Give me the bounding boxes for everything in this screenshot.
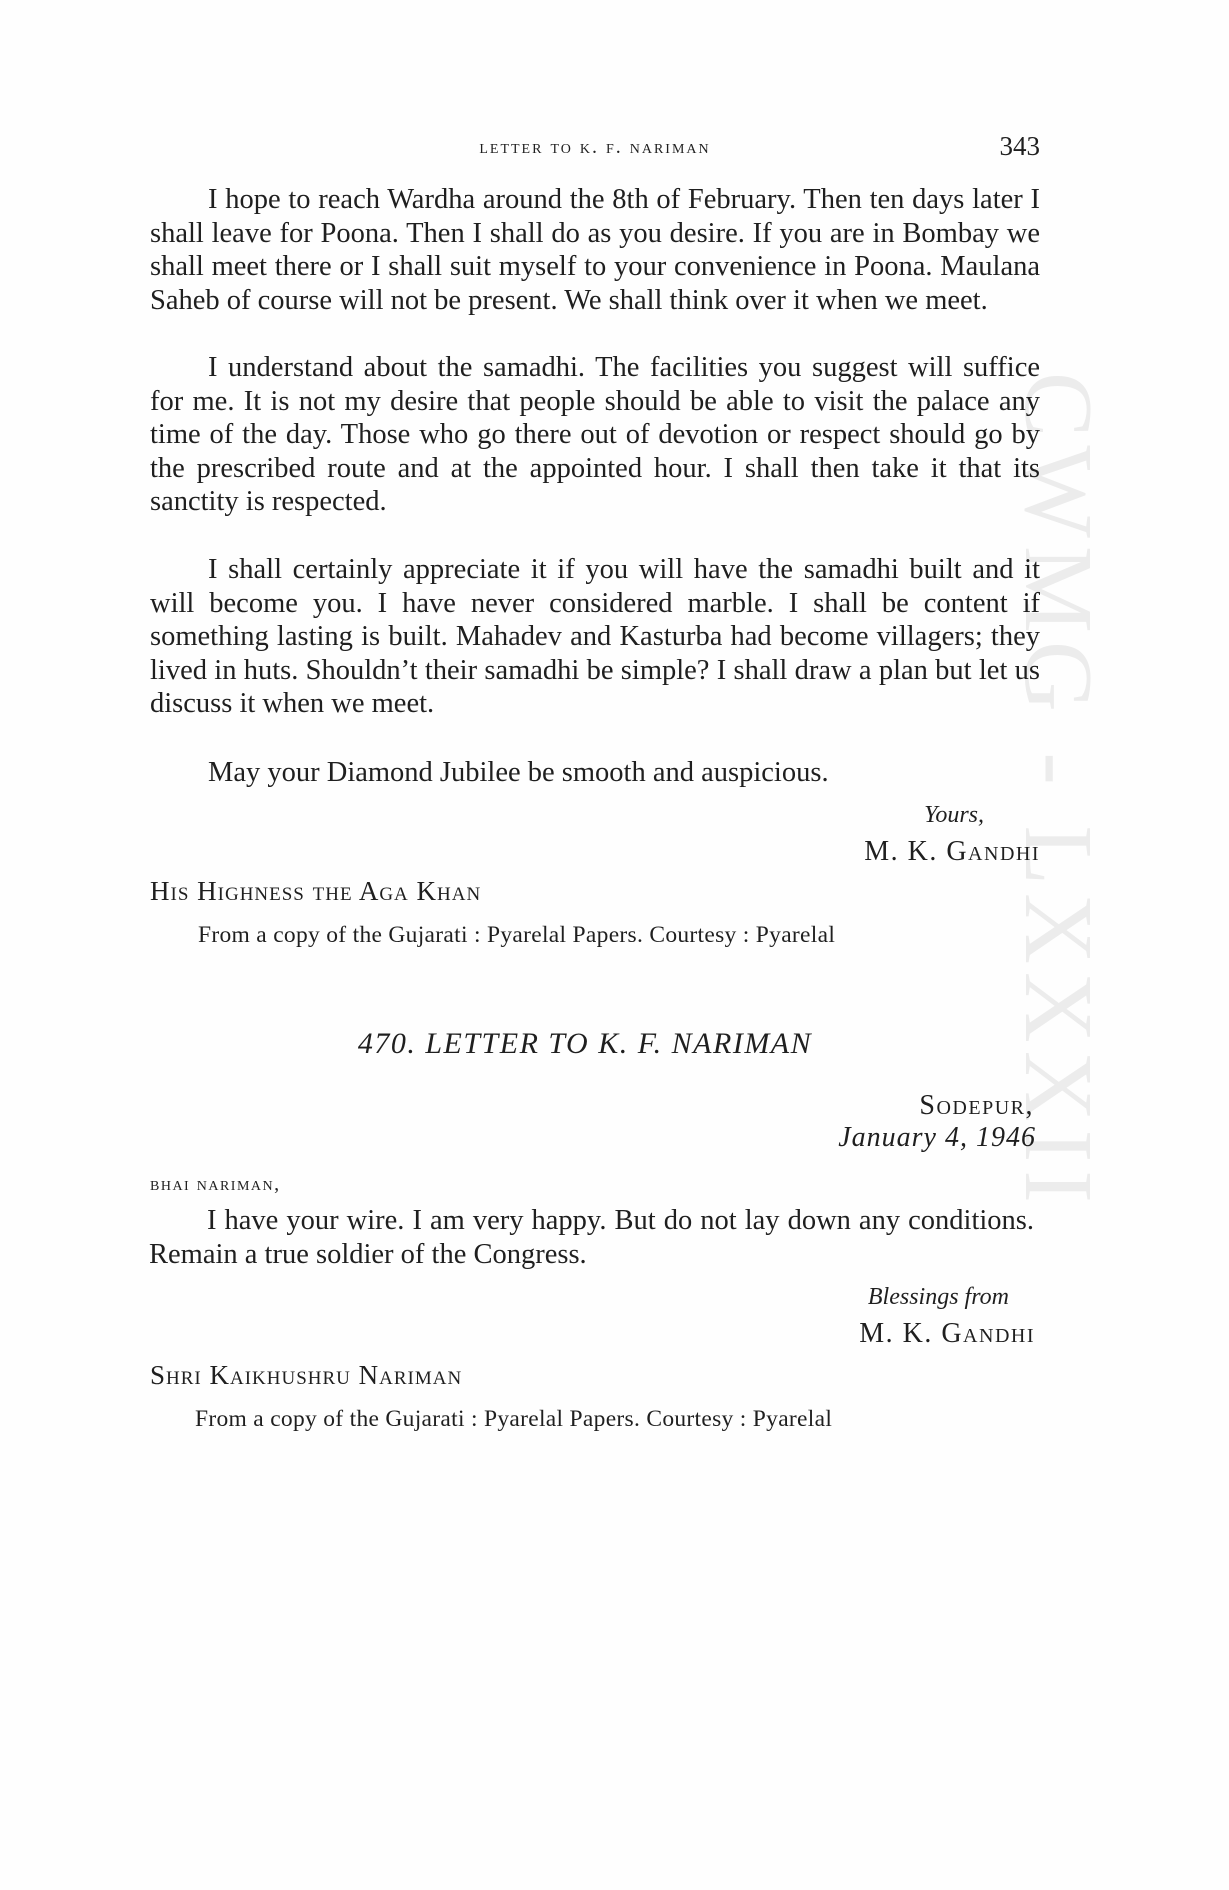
- page-number: 343: [999, 131, 1040, 161]
- letter-470-paragraph-1: I have your wire. I am very happy. But do not lay down any conditions. Remain a true soldier of the Congress.: [149, 1205, 1034, 1270]
- letter-469-closing: Yours,: [924, 802, 984, 828]
- running-head-title: letter to k. f. nariman: [479, 136, 711, 158]
- letter-470-place: Sodepur,: [919, 1090, 1034, 1121]
- running-head: [150, 133, 1040, 163]
- letter-470-signature: M. K. Gandhi: [859, 1318, 1035, 1349]
- letter-470-addressee: Shri Kaikhushru Nariman: [150, 1360, 463, 1390]
- letter-469-addressee: His Highness the Aga Khan: [150, 876, 482, 906]
- letter-469-paragraph-4: May your Diamond Jubilee be smooth and auspicious.: [208, 757, 829, 788]
- letter-470-date: January 4, 1946: [838, 1122, 1036, 1153]
- letter-469-paragraph-3: I shall certainly appreciate it if you will have the samadhi built and it will become you. I have never considered marble. I shall be content if something lasting is built. Mahadev and Kasturba had become villagers; they lived in huts. Shouldn’t their samadhi be simple? I shall draw a plan but let us discuss it when we meet.: [150, 554, 1040, 720]
- watermark: CWMG - LXXXII: [1004, 372, 1112, 1211]
- letter-470-heading: 470. LETTER TO K. F. NARIMAN: [357, 1027, 813, 1060]
- letter-469-paragraph-1: I hope to reach Wardha around the 8th of February. Then ten days later I shall leave for Poona. Then I shall do as you desire. If you are in Bombay we shall meet there or I shall suit myself to your convenience in Poona. Maulana Saheb of course will not be present. We shall think over it when we meet.: [150, 184, 1040, 316]
- letter-469-signature: M. K. Gandhi: [864, 836, 1040, 867]
- letter-470-source-note: From a copy of the Gujarati : Pyarelal Papers. Courtesy : Pyarelal: [195, 1406, 833, 1432]
- letter-469-source-note: From a copy of the Gujarati : Pyarelal Papers. Courtesy : Pyarelal: [198, 922, 836, 948]
- letter-469-paragraph-2: I understand about the samadhi. The facilities you suggest will suffice for me. It is not my desire that people should be able to visit the palace any time of the day. Those who go there out of devotion or respect should go by the prescribed route and at the appointed hour. I shall then take it that its sanctity is respected.: [150, 352, 1040, 518]
- letter-470-closing: Blessings from: [867, 1284, 1009, 1310]
- letter-470-salutation: bhai nariman,: [150, 1173, 281, 1195]
